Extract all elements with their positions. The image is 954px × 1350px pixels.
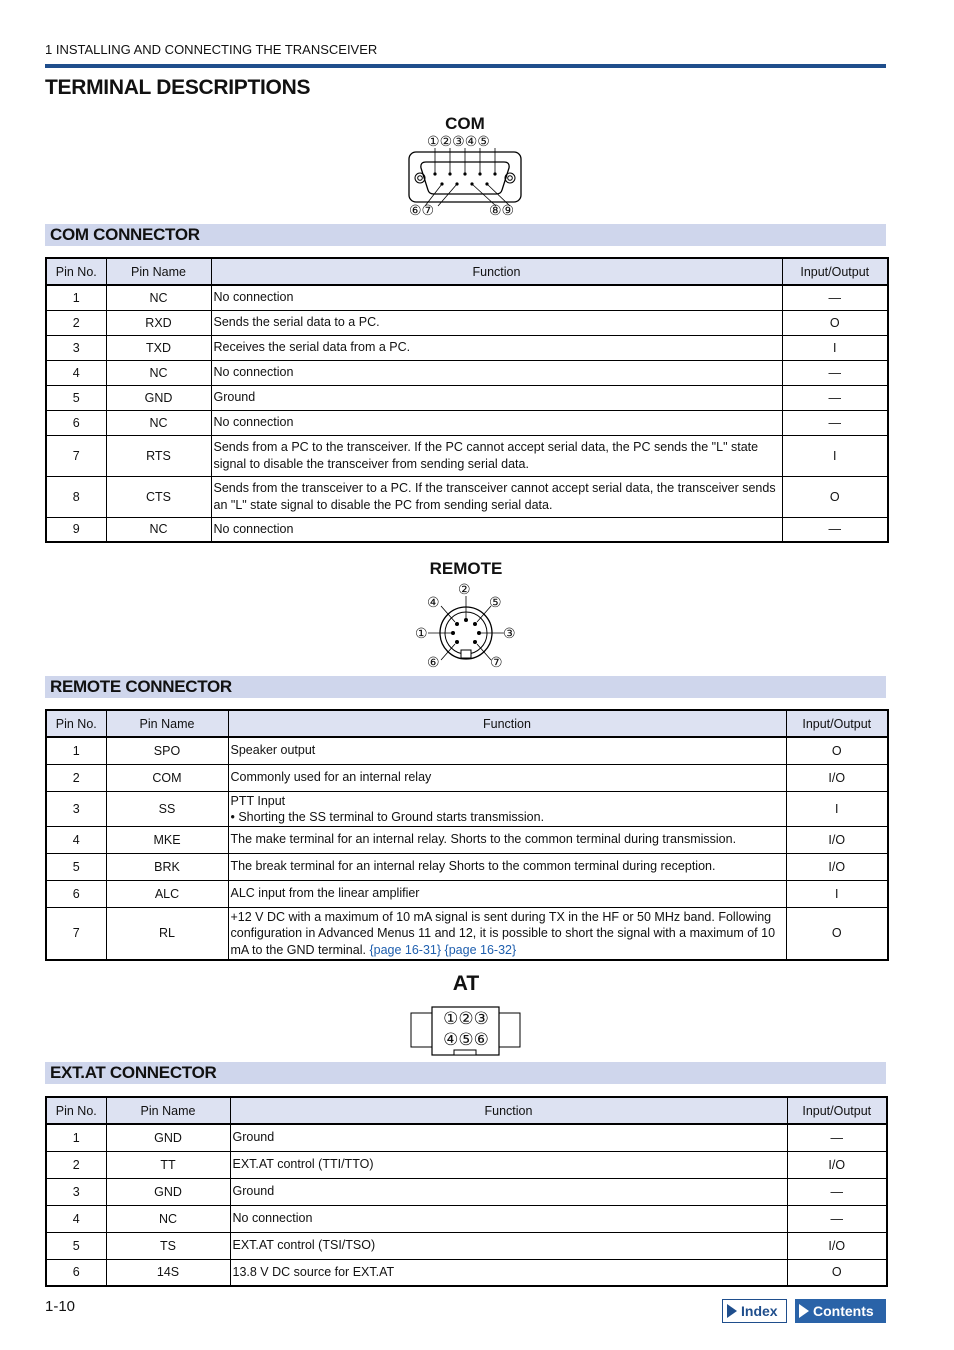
pin-name: NC: [106, 410, 211, 435]
header-pin-name: Pin Name: [106, 1097, 230, 1124]
pin-name: RTS: [106, 435, 211, 476]
pin-function: Receives the serial data from a PC.: [211, 335, 782, 360]
pin-function: [228, 791, 786, 826]
pin-no: 6: [46, 1259, 106, 1286]
pin-function: [228, 907, 786, 960]
pin-name: BRK: [106, 853, 228, 880]
header-pin-no: Pin No.: [46, 258, 106, 285]
pin-io: I: [782, 435, 888, 476]
contents-button[interactable]: [795, 1299, 886, 1323]
pin-io: O: [782, 476, 888, 517]
ext-at-section-title: EXT.AT CONNECTOR: [50, 1063, 217, 1082]
header-io: Input/Output: [786, 710, 888, 737]
page-link-16-32[interactable]: {page 16-32}: [444, 942, 517, 957]
pin-name: GND: [106, 385, 211, 410]
pin-no: 1: [46, 737, 106, 764]
pin-no: 3: [46, 335, 106, 360]
table-row: [46, 1259, 887, 1286]
at-pin-label-5: ⑤: [458, 1030, 474, 1049]
remote-diagram-title: REMOTE: [429, 559, 503, 578]
pin-no: 2: [46, 1151, 106, 1178]
table-row: [46, 1124, 887, 1151]
pin-name: GND: [106, 1124, 230, 1151]
play-arrow-icon: [727, 1304, 737, 1318]
pin-name: ALC: [106, 880, 228, 907]
pin-io: I/O: [786, 764, 888, 791]
com-diagram-title: COM: [445, 114, 485, 133]
pin-function: No connection: [211, 517, 782, 542]
at-pin-grid: [435, 1008, 497, 1050]
play-arrow-icon: [799, 1304, 809, 1318]
pin-no: 5: [46, 385, 106, 410]
pin-name: 14S: [106, 1259, 230, 1286]
pin-name: RL: [106, 907, 228, 960]
com-connector-diagram: [400, 114, 530, 220]
com-pin-label-5: ⑤: [477, 133, 490, 149]
pin-function: Sends from the transceiver to a PC. If the transceiver cannot accept serial data, the transceiver sends an "L" state signal to disable the PC from sending serial data.: [211, 476, 782, 517]
table-header-row: [46, 1097, 887, 1124]
pin-function: EXT.AT control (TSI/TSO): [230, 1232, 787, 1259]
pin-no: 6: [46, 880, 106, 907]
pin-no: 5: [46, 853, 106, 880]
header-io: Input/Output: [782, 258, 888, 285]
pin-io: I/O: [787, 1151, 887, 1178]
table-row: [46, 310, 888, 335]
pin-function: Ground: [230, 1178, 787, 1205]
remote-section-bar: [45, 676, 886, 698]
pin-io: I/O: [787, 1232, 887, 1259]
remote-pin-label-2: ②: [458, 581, 471, 597]
table-row: [46, 791, 888, 826]
pin-function: Ground: [211, 385, 782, 410]
table-row: [46, 335, 888, 360]
table-row: [46, 435, 888, 476]
at-pin-label-2: ②: [458, 1009, 474, 1028]
at-connector-diagram: [410, 970, 522, 1056]
com-pin-label-3: ③: [452, 133, 465, 149]
header-function: Function: [230, 1097, 787, 1124]
pin-function: No connection: [211, 410, 782, 435]
pin-no: 4: [46, 360, 106, 385]
pin-no: 6: [46, 410, 106, 435]
table-row: [46, 737, 888, 764]
pin-no: 5: [46, 1232, 106, 1259]
pin-no: 4: [46, 1205, 106, 1232]
page-link-16-31[interactable]: {page 16-31}: [369, 942, 442, 957]
pin-io: —: [787, 1178, 887, 1205]
pin-function: 13.8 V DC source for EXT.AT: [230, 1259, 787, 1286]
contents-label: Contents: [813, 1303, 874, 1319]
pin-name: SS: [106, 791, 228, 826]
pin-io: —: [787, 1124, 887, 1151]
pin-name: TT: [106, 1151, 230, 1178]
remote-pin-label-7: ⑦: [490, 654, 503, 670]
header-function: Function: [211, 258, 782, 285]
index-label: Index: [741, 1303, 778, 1319]
remote-pin-label-4: ④: [427, 594, 440, 610]
at-diagram-title: AT: [452, 972, 480, 995]
header-pin-no: Pin No.: [46, 710, 106, 737]
ext-at-pin-table: [45, 1096, 888, 1287]
pin-no: 3: [46, 1178, 106, 1205]
pin-no: 2: [46, 764, 106, 791]
pin-name: GND: [106, 1178, 230, 1205]
pin-no: 9: [46, 517, 106, 542]
pin-name: CTS: [106, 476, 211, 517]
table-header-row: [46, 258, 888, 285]
pin-io: O: [782, 310, 888, 335]
header-pin-no: Pin No.: [46, 1097, 106, 1124]
pin-function: No connection: [230, 1205, 787, 1232]
pin-function: The make terminal for an internal relay. Shorts to the common terminal during transmission.: [228, 826, 786, 853]
table-row: [46, 410, 888, 435]
remote-section-title: REMOTE CONNECTOR: [50, 677, 232, 696]
pin-io: I: [782, 335, 888, 360]
pin-io: —: [782, 285, 888, 310]
at-pin-label-6: ⑥: [473, 1030, 489, 1049]
pin-no: 3: [46, 791, 106, 826]
table-row: [46, 880, 888, 907]
ext-at-section-bar: [45, 1062, 886, 1084]
pin-io: —: [782, 410, 888, 435]
table-row: [46, 764, 888, 791]
pin-io: —: [782, 385, 888, 410]
remote-pin-label-3: ③: [503, 625, 516, 641]
pin-io: —: [787, 1205, 887, 1232]
table-row: [46, 1205, 887, 1232]
com-section-title: COM CONNECTOR: [50, 225, 200, 244]
pin-name: TS: [106, 1232, 230, 1259]
table-row: [46, 853, 888, 880]
pin-name: TXD: [106, 335, 211, 360]
com-bottom-right-pin-labels: ⑧⑨: [489, 202, 515, 218]
pin-function: No connection: [211, 285, 782, 310]
pin-no: 7: [46, 435, 106, 476]
chapter-heading: 1 INSTALLING AND CONNECTING THE TRANSCEIVER: [45, 42, 378, 57]
pin-io: O: [787, 1259, 887, 1286]
remote-pin-label-5: ⑤: [489, 594, 502, 610]
pin-function: Sends from a PC to the transceiver. If the PC cannot accept serial data, the PC sends the "L" state signal to disable the transceiver from sending serial data.: [211, 435, 782, 476]
table-row: [46, 826, 888, 853]
table-row: [46, 1178, 887, 1205]
pin-name: COM: [106, 764, 228, 791]
pin-function: Commonly used for an internal relay: [228, 764, 786, 791]
remote-pin-table: [45, 709, 889, 961]
function-line-1: PTT Input: [230, 793, 286, 808]
pin-io: —: [782, 360, 888, 385]
remote-pin-label-1: ①: [415, 625, 428, 641]
table-row: [46, 1232, 887, 1259]
pin-no: 1: [46, 1124, 106, 1151]
pin-function: No connection: [211, 360, 782, 385]
page-number: 1-10: [45, 1298, 76, 1315]
table-header-row: [46, 710, 888, 737]
header-rule: [45, 64, 886, 68]
at-pin-label-4: ④: [443, 1030, 459, 1049]
com-pin-label-2: ②: [439, 133, 453, 149]
pin-no: 7: [46, 907, 106, 960]
table-row: [46, 517, 888, 542]
pin-io: —: [782, 517, 888, 542]
header-function: Function: [228, 710, 786, 737]
pin-io: O: [786, 737, 888, 764]
pin-no: 4: [46, 826, 106, 853]
pin-function: Sends the serial data to a PC.: [211, 310, 782, 335]
pin-io: I/O: [786, 853, 888, 880]
com-pin-table: [45, 257, 889, 543]
com-pin-label-1: ①: [427, 133, 440, 149]
pin-io: I/O: [786, 826, 888, 853]
function-line-2: • Shorting the SS terminal to Ground starts transmission.: [230, 809, 545, 824]
header-io: Input/Output: [787, 1097, 887, 1124]
pin-name: NC: [106, 517, 211, 542]
pin-function: Speaker output: [228, 737, 786, 764]
pin-function: The break terminal for an internal relay Shorts to the common terminal during reception.: [228, 853, 786, 880]
page-title: TERMINAL DESCRIPTIONS: [45, 76, 311, 99]
db9-connector-icon: [400, 148, 530, 208]
table-row: [46, 907, 888, 960]
pin-name: MKE: [106, 826, 228, 853]
pin-name: NC: [106, 1205, 230, 1232]
pin-io: I: [786, 791, 888, 826]
table-row: [46, 285, 888, 310]
pin-name: RXD: [106, 310, 211, 335]
table-row: [46, 385, 888, 410]
remote-pin-label-6: ⑥: [427, 654, 440, 670]
remote-connector-diagram: [408, 558, 524, 672]
function-text: +12 V DC with a maximum of 10 mA signal is sent during TX in the HF or 50 MHz band. Following configuration in Advanced Menus 11 and 12, it is possible to short the signal with a maximum of 10 mA to the GND terminal.: [230, 909, 776, 957]
header-pin-name: Pin Name: [106, 258, 211, 285]
pin-name: NC: [106, 360, 211, 385]
com-section-bar: [45, 224, 886, 246]
pin-name: NC: [106, 285, 211, 310]
table-row: [46, 360, 888, 385]
pin-function: Ground: [230, 1124, 787, 1151]
table-row: [46, 1151, 887, 1178]
pin-function: ALC input from the linear amplifier: [228, 880, 786, 907]
pin-io: I: [786, 880, 888, 907]
at-pin-label-3: ③: [473, 1009, 489, 1028]
com-pin-label-4: ④: [464, 133, 478, 149]
pin-io: O: [786, 907, 888, 960]
pin-no: 2: [46, 310, 106, 335]
table-row: [46, 476, 888, 517]
pin-no: 1: [46, 285, 106, 310]
pin-no: 8: [46, 476, 106, 517]
header-pin-name: Pin Name: [106, 710, 228, 737]
pin-function: EXT.AT control (TTI/TTO): [230, 1151, 787, 1178]
pin-name: SPO: [106, 737, 228, 764]
index-button[interactable]: [722, 1299, 787, 1323]
at-pin-label-1: ①: [443, 1009, 459, 1028]
com-bottom-left-pin-labels: ⑥⑦: [409, 202, 435, 218]
